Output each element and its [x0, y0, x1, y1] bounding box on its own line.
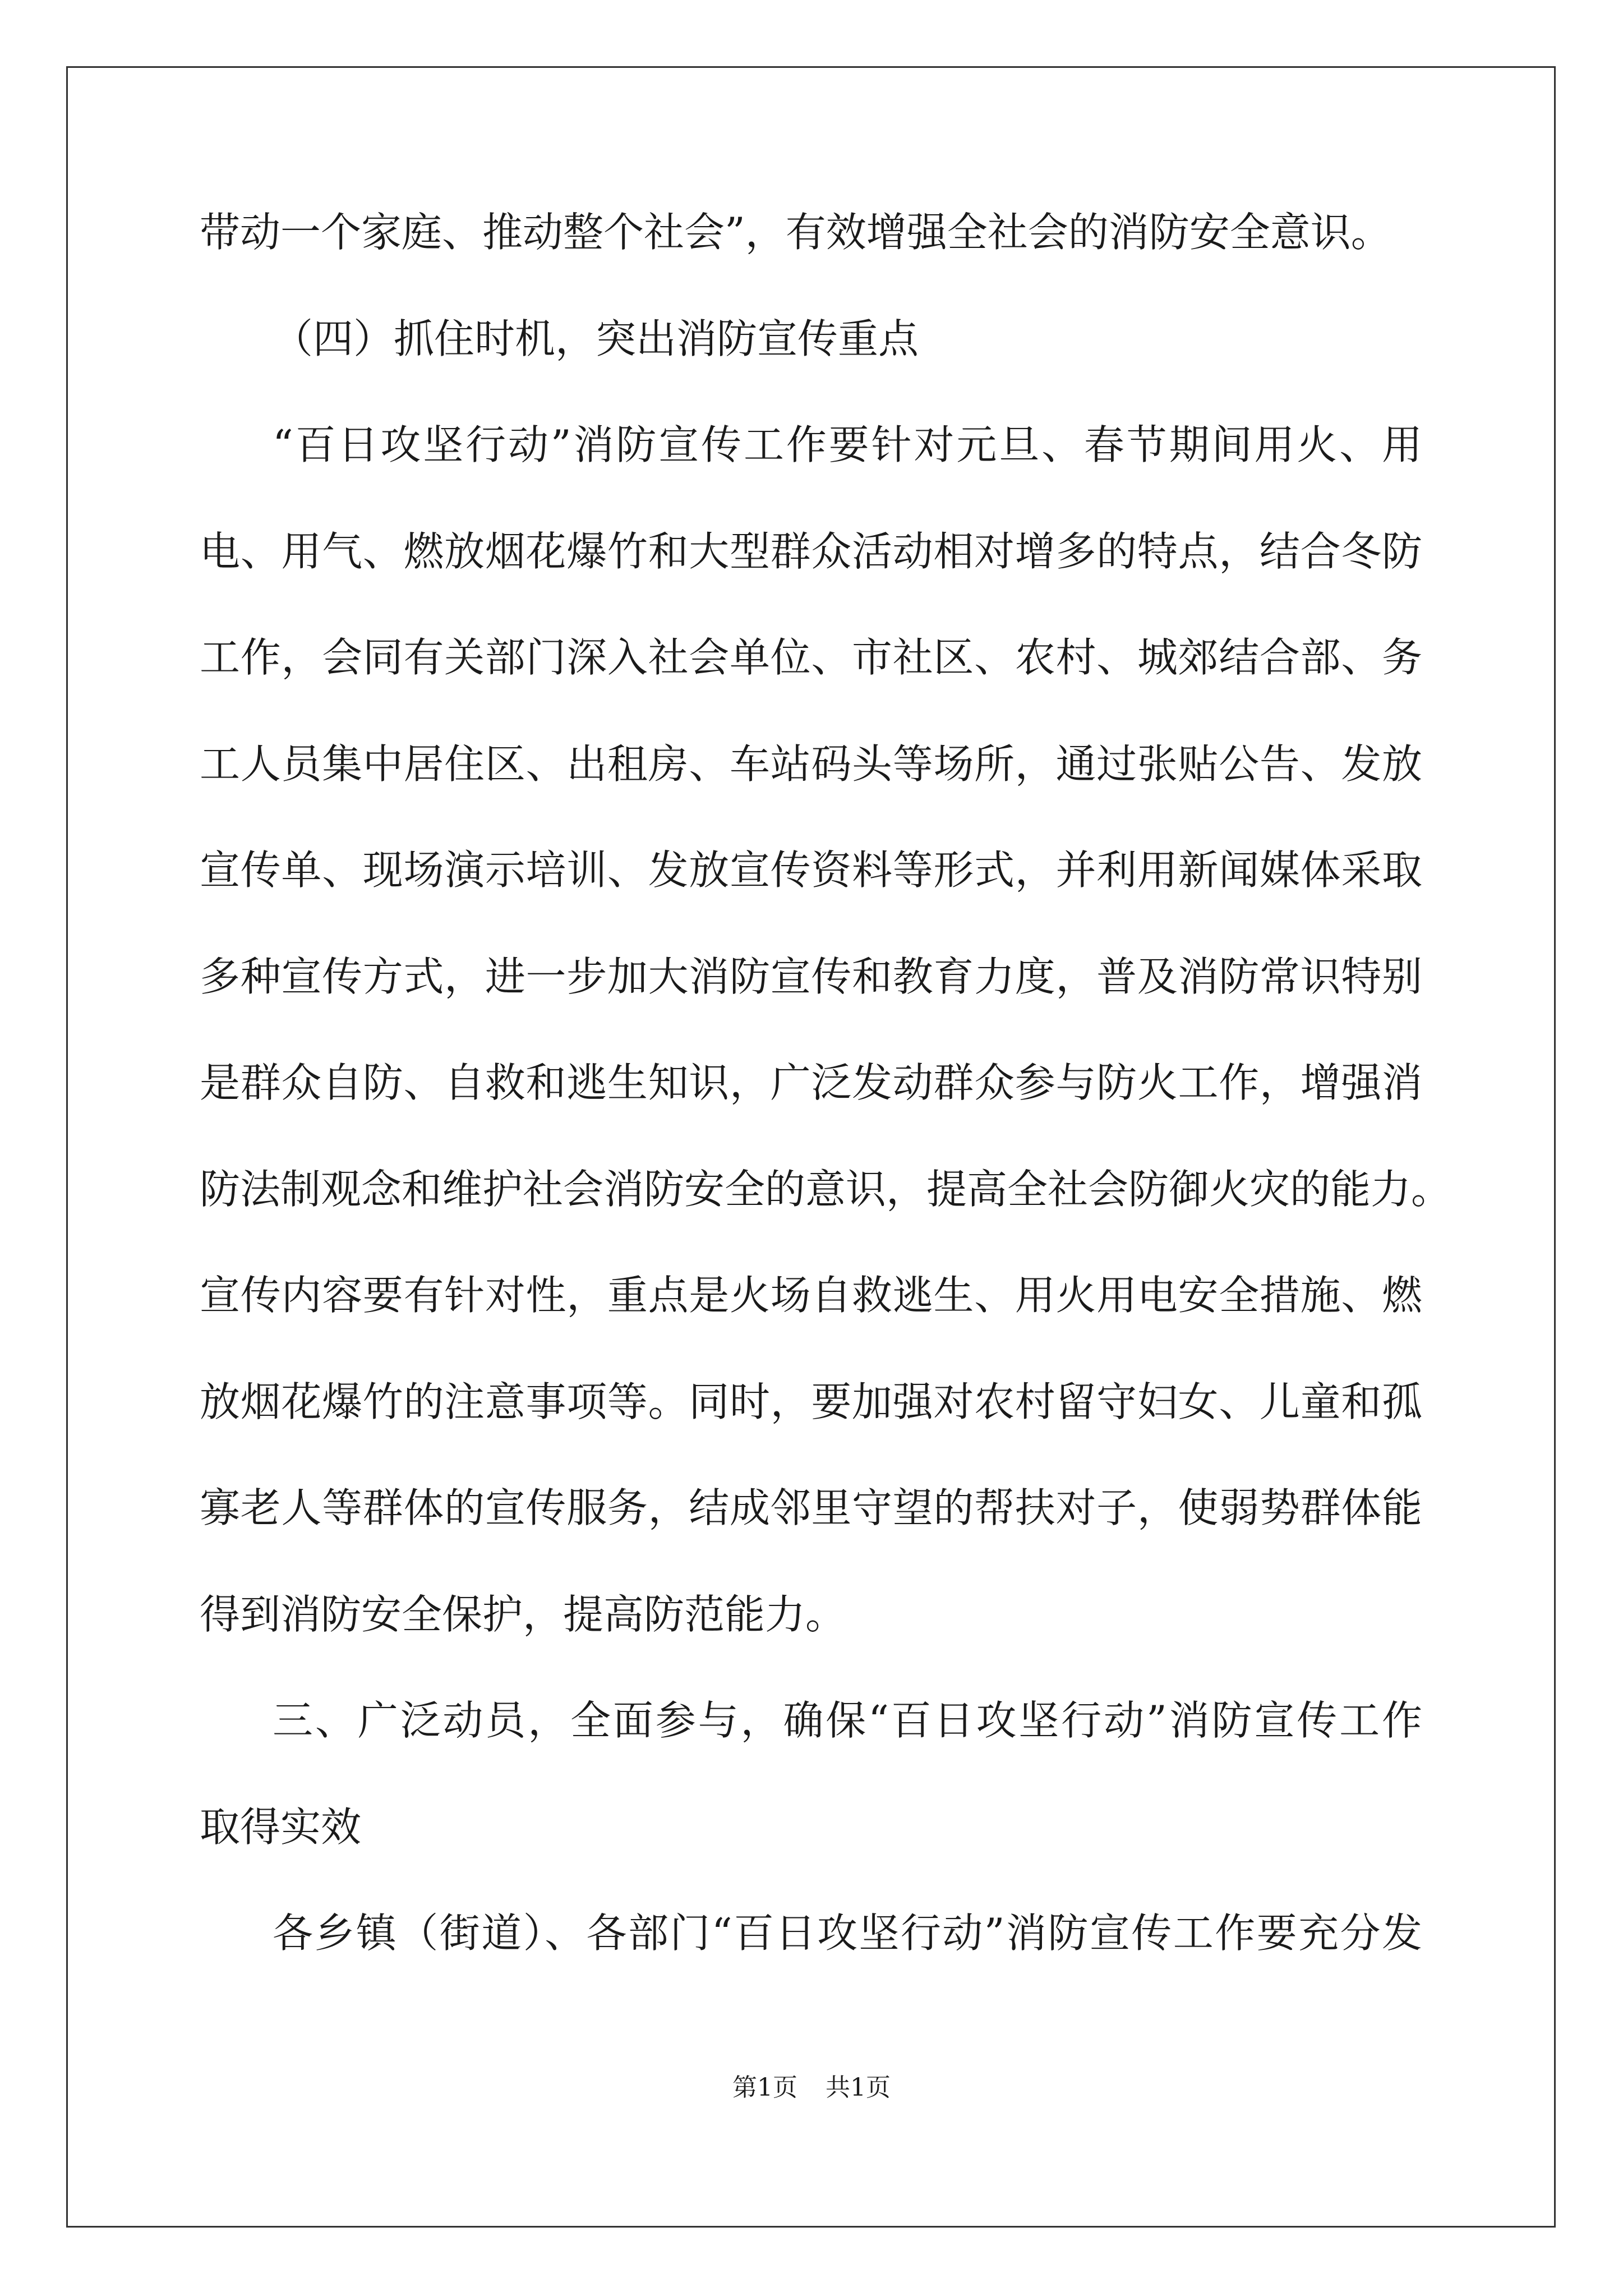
- text-line-9: 是群众自防、自救和逃生知识，广泛发动群众参与防火工作，增强消: [200, 1059, 1422, 1106]
- text-line-13: 寡老人等群体的宣传服务，结成邻里守望的帮扶对子，使弱势群体能: [200, 1484, 1422, 1531]
- text-line-6: 工人员集中居住区、出租房、车站码头等场所，通过张贴公告、发放: [200, 740, 1422, 788]
- text-line-11: 宣传内容要有针对性，重点是火场自救逃生、用火用电安全措施、燃: [200, 1272, 1422, 1319]
- text-line-7: 宣传单、现场演示培训、发放宣传资料等形式，并利用新闻媒体采取: [200, 846, 1422, 894]
- text-line-8: 多种宣传方式，进一步加大消防宣传和教育力度，普及消防常识特别: [200, 953, 1422, 1000]
- page-border: [66, 66, 1556, 2228]
- page-total: 共1页: [826, 2073, 891, 2102]
- text-line-4: 电、用气、燃放烟花爆竹和大型群众活动相对增多的特点，结合冬防: [200, 527, 1422, 575]
- text-line-10: 防法制观念和维护社会消防安全的意识，提高全社会防御火灾的能力。: [200, 1165, 1452, 1213]
- text-line-1: 带动一个家庭、推动整个社会”，有效增强全社会的消防安全意识。: [200, 209, 1391, 256]
- section-heading-line-1: 三、广泛动员，全面参与，确保“百日攻坚行动”消防宣传工作: [273, 1697, 1422, 1744]
- text-line-5: 工作，会同有关部门深入社会单位、市社区、农村、城郊结合部、务: [200, 634, 1422, 681]
- section-heading-line-2: 取得实效: [200, 1803, 362, 1851]
- text-line-2-subheading: （四）抓住时机，突出消防宣传重点: [273, 315, 919, 362]
- text-line-12: 放烟花爆竹的注意事项等。同时，要加强对农村留守妇女、儿童和孤: [200, 1378, 1422, 1425]
- text-line-14: 得到消防安全保护，提高防范能力。: [200, 1590, 846, 1638]
- text-line-17: 各乡镇（街道）、各部门“百日攻坚行动”消防宣传工作要充分发: [273, 1910, 1422, 1957]
- page-number: 第1页: [732, 2073, 797, 2102]
- page-footer: [0, 2073, 1623, 2102]
- text-line-3: “百日攻坚行动”消防宣传工作要针对元旦、春节期间用火、用: [273, 421, 1422, 468]
